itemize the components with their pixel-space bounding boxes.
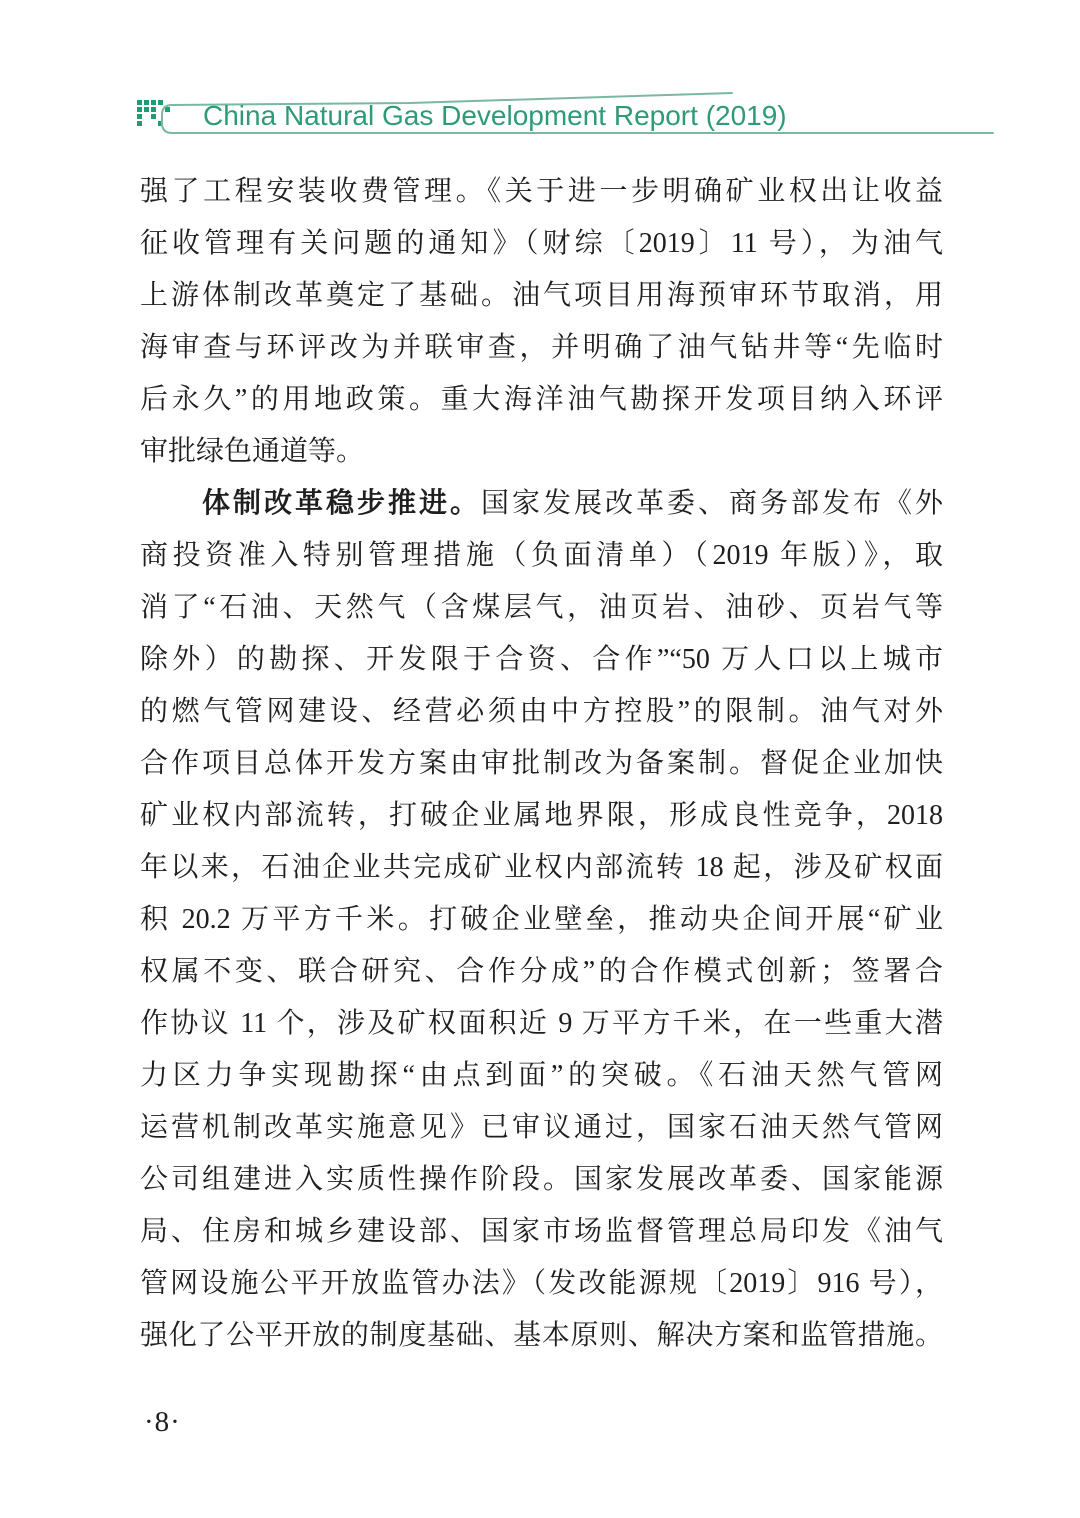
text-line: 强化了公平开放的制度基础、基本原则、解决方案和监管措施。	[140, 1320, 943, 1351]
text-line: 上游体制改革奠定了基础。油气项目用海预审环节取消，用	[140, 280, 943, 311]
text-line: 除外）的勘探、开发限于合资、合作”“50 万人口以上城市	[140, 644, 943, 675]
text-line: 积 20.2 万平方千米。打破企业壁垒，推动央企间开展“矿业	[140, 904, 943, 935]
text-line: 强了工程安装收费管理。《关于进一步明确矿业权出让收益	[140, 176, 943, 207]
text-line: 局、住房和城乡建设部、国家市场监督管理总局印发《油气	[140, 1216, 943, 1247]
page-number: ·8·	[144, 1406, 181, 1438]
text-line: 体制改革稳步推进。国家发展改革委、商务部发布《外	[202, 488, 943, 519]
text-line: 公司组建进入实质性操作阶段。国家发展改革委、国家能源	[140, 1164, 943, 1195]
text-line: 合作项目总体开发方案由审批制改为备案制。督促企业加快	[140, 748, 943, 779]
text-line: 权属不变、联合研究、合作分成”的合作模式创新；签署合	[140, 956, 943, 987]
body-text	[140, 166, 943, 1362]
text-line: 审批绿色通道等。	[140, 436, 365, 467]
text-line: 矿业权内部流转，打破企业属地界限，形成良性竞争，2018	[140, 800, 943, 831]
text-line: 商投资准入特别管理措施（负面清单）（2019 年版）》，取	[140, 540, 943, 571]
text-line: 征收管理有关问题的通知》（财综〔2019〕11 号），为油气	[140, 228, 943, 259]
text-line: 作协议 11 个，涉及矿权面积近 9 万平方千米，在一些重大潜	[140, 1008, 943, 1039]
text-line: 运营机制改革实施意见》已审议通过，国家石油天然气管网	[140, 1112, 943, 1143]
text-line: 海审查与环评改为并联审查，并明确了油气钻井等“先临时	[140, 332, 943, 363]
text-line: 年以来，石油企业共完成矿业权内部流转 18 起，涉及矿权面	[140, 852, 943, 883]
text-line: 后永久”的用地政策。重大海洋油气勘探开发项目纳入环评	[140, 384, 943, 415]
text-line: 力区力争实现勘探“由点到面”的突破。《石油天然气管网	[140, 1060, 943, 1091]
text-line: 管网设施公平开放监管办法》（发改能源规〔2019〕916 号），	[140, 1268, 943, 1299]
header-title: China Natural Gas Development Report (2019)	[203, 100, 787, 131]
text-line: 消了“石油、天然气（含煤层气，油页岩、油砂、页岩气等	[140, 592, 943, 623]
text-line: 的燃气管网建设、经营必须由中方控股”的限制。油气对外	[140, 696, 943, 727]
